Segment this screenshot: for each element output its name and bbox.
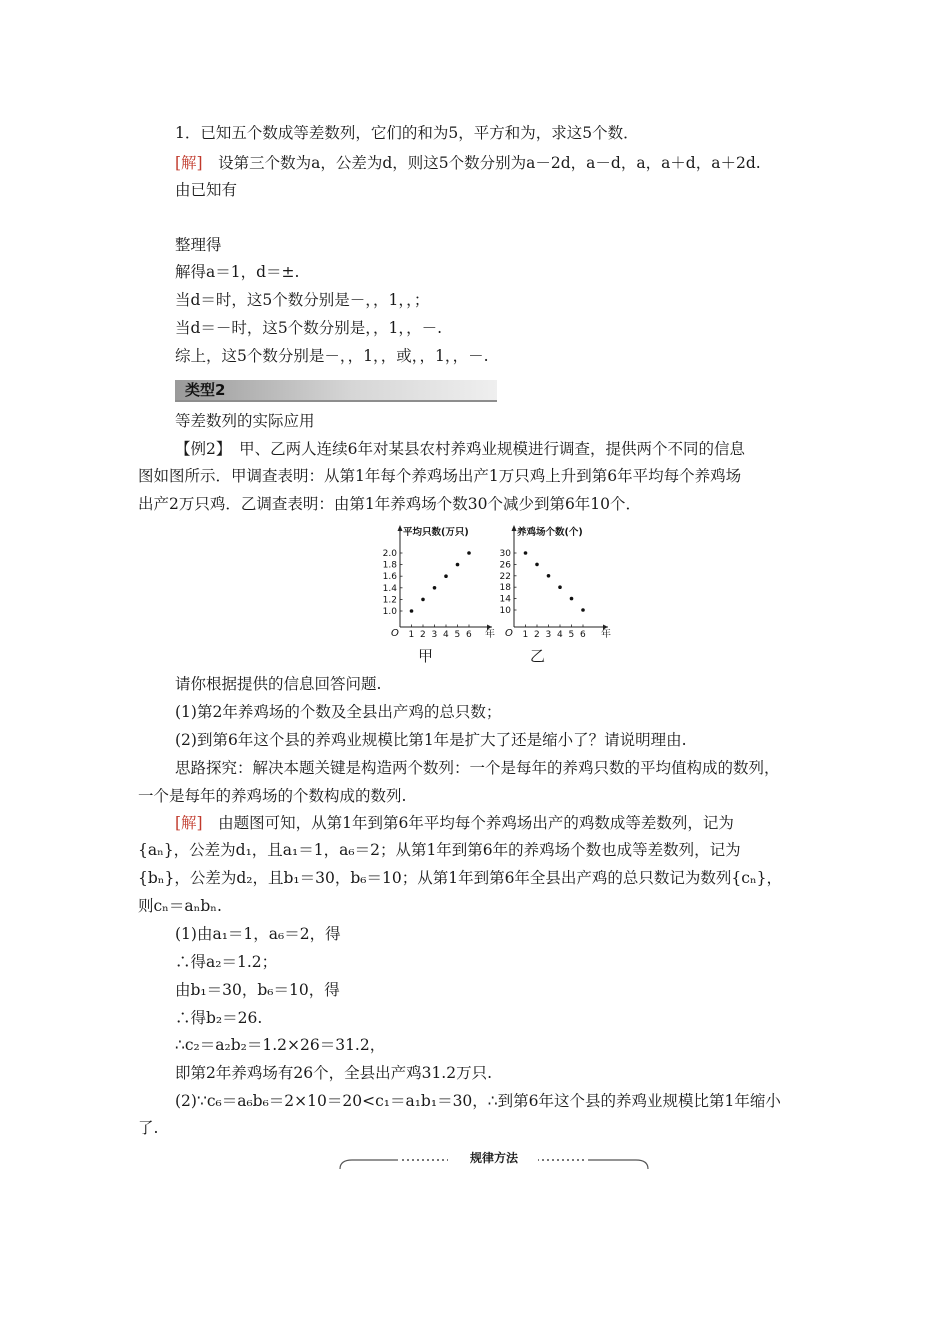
solution-2-line-7: 由b₁＝30，b₆＝10，得	[175, 981, 340, 999]
chart-jia-x-tick-label: 5	[454, 630, 461, 640]
simplify-line: 整理得	[175, 236, 222, 254]
chart-yi-y-tick-label: 30	[499, 549, 511, 559]
problem-1-statement: 1．已知五个数成等差数列，它们的和为5，平方和为，求这5个数．	[175, 124, 639, 142]
question-2: (2)到第6年这个县的养鸡业规模比第1年是扩大了还是缩小了？请说明理由.	[175, 731, 687, 749]
chart-jia-y-label: 平均只数(万只)	[403, 527, 469, 538]
example-line-2: 图如图所示．甲调查表明：从第1年每个养鸡场出产1万只鸡上升到第6年平均每个养鸡场	[138, 467, 742, 485]
chart-jia-point	[444, 574, 448, 578]
chart-yi-y-label: 养鸡场个数(个)	[517, 527, 583, 538]
chart-yi-point	[581, 608, 585, 612]
solution-2-line-8: ∴得b₂＝26.	[175, 1009, 263, 1027]
section-banner	[175, 380, 497, 400]
chart-jia-point	[421, 598, 425, 602]
chart-jia-caption: 甲	[418, 647, 434, 665]
chart-jia-y-tick-label: 1.4	[382, 583, 397, 594]
chart-jia-x-tick-label: 3	[431, 630, 438, 640]
chart-yi-caption: 乙	[530, 647, 546, 665]
solution-2-line-10: 即第2年养鸡场有26个，全县出产鸡31.2万只.	[175, 1064, 493, 1082]
solution-2-text: 由题图可知，从第1年到第6年平均每个养鸡场出产的鸡数成等差数列，记为	[202, 814, 734, 832]
chart-jia-y-tick-label: 1.0	[382, 607, 397, 617]
chart-jia-point	[433, 586, 437, 590]
chart-yi-point	[535, 563, 539, 567]
chart-yi-y-tick-label: 10	[499, 606, 511, 616]
question-intro: 请你根据提供的信息回答问题.	[175, 675, 382, 693]
chart-yi-point	[524, 551, 528, 555]
solution-2-line-1	[175, 813, 734, 833]
chart-yi-y-tick-label: 22	[499, 571, 511, 582]
chart-yi-x-tick-label: 4	[557, 630, 563, 640]
solution-2-line-6: ∴得a₂＝1.2；	[175, 953, 278, 971]
chart-yi-x-tick-label: 3	[545, 630, 552, 640]
chart-yi-point	[570, 597, 574, 601]
chart-jia-y-tick-label: 2.0	[382, 549, 397, 559]
thinking-line-1: 思路探究：解决本题关键是构造两个数列：一个是每年的养鸡只数的平均值构成的数列，	[175, 759, 780, 777]
solution-2-line-3: {bₙ}，公差为d₂，且b₁＝30，b₆＝10；从第1年到第6年全县出产鸡的总只数记为数列{cₙ}，	[138, 869, 783, 887]
chart-yi-y-tick-label: 14	[499, 594, 511, 605]
chart-jia-y-tick-label: 1.6	[382, 572, 397, 583]
solution-2-line-12: 了.	[138, 1119, 159, 1137]
chart-yi-point	[558, 585, 562, 589]
given-line: 由已知有	[175, 181, 238, 199]
chart-jia-point	[467, 551, 471, 555]
chart-yi-x-tick-label: 5	[568, 630, 575, 640]
chart-jia-y-axis-arrow	[398, 525, 403, 531]
case-2-line: 当d＝－时，这5个数分别是，，1，，－.	[175, 319, 443, 337]
chart-yi-origin-label: O	[505, 628, 513, 639]
solution-2-line-11: (2)∵c₆＝a₆b₆＝2×10＝20<c₁＝a₁b₁＝30，∴到第6年这个县的养鸡业规模比第1年缩小	[175, 1092, 781, 1110]
chart-jia-y-tick-label: 1.8	[382, 560, 397, 571]
thinking-line-2: 一个是每年的养鸡场的个数构成的数列.	[138, 787, 407, 805]
chart-jia-y-tick-label: 1.2	[382, 595, 397, 606]
solution-2-tag: [解]	[175, 814, 203, 832]
chart-yi-y-axis-arrow	[512, 525, 517, 531]
chart-jia-x-tick-label: 6	[466, 630, 472, 640]
chart-jia-x-label: 年	[485, 629, 495, 640]
chart-yi-x-tick-label: 1	[522, 630, 529, 640]
solution-tag: [解]	[175, 154, 203, 172]
chart-yi	[498, 522, 613, 642]
section-banner-label: 类型2	[185, 381, 226, 399]
chart-jia-point	[410, 609, 414, 613]
example-line-1: 【例2】 甲、乙两人连续6年对某县农村养鸡业规模进行调查，提供两个不同的信息	[175, 440, 745, 458]
chart-yi-x-label: 年	[601, 629, 611, 640]
section-title: 等差数列的实际应用	[175, 412, 315, 430]
chart-yi-point	[547, 574, 551, 578]
summary-line: 综上，这5个数分别是－，，1，，或，，1，，－.	[175, 347, 489, 365]
section-banner-underline	[175, 400, 497, 402]
solution-1-line	[175, 153, 761, 173]
solution-2-line-9: ∴c₂＝a₂b₂＝1.2×26＝31.2，	[175, 1036, 386, 1054]
chart-yi-y-tick-label: 18	[499, 583, 511, 594]
result-line: 解得a＝1，d＝±.	[175, 263, 300, 281]
chart-yi-y-tick-label: 26	[499, 560, 511, 571]
solution-2-line-4: 则cₙ＝aₙbₙ.	[138, 897, 222, 915]
rule-method-label: 规律方法	[469, 1151, 518, 1165]
solution-2-line-2: {aₙ}，公差为d₁，且a₁＝1，a₆＝2；从第1年到第6年的养鸡场个数也成等差数列，记为	[138, 841, 741, 859]
chart-jia-x-tick-label: 2	[420, 630, 426, 640]
chart-jia	[370, 522, 495, 642]
chart-jia-point	[456, 563, 460, 567]
solution-1-text: 设第三个数为a，公差为d，则这5个数分别为a－2d，a－d，a，a＋d，a＋2d.	[202, 154, 761, 172]
chart-yi-x-tick-label: 6	[580, 630, 586, 640]
solution-2-line-5: (1)由a₁＝1，a₆＝2，得	[175, 925, 341, 943]
question-1: (1)第2年养鸡场的个数及全县出产鸡的总只数；	[175, 703, 502, 721]
chart-jia-x-tick-label: 4	[443, 630, 449, 640]
chart-jia-origin-label: O	[391, 628, 399, 639]
chart-yi-x-tick-label: 2	[534, 630, 540, 640]
example-line-3: 出产2万只鸡．乙调查表明：由第1年养鸡场个数30个减少到第6年10个．	[138, 495, 642, 513]
chart-jia-x-tick-label: 1	[408, 630, 415, 640]
case-1-line: 当d＝时，这5个数分别是－，，1，，；	[175, 291, 430, 309]
